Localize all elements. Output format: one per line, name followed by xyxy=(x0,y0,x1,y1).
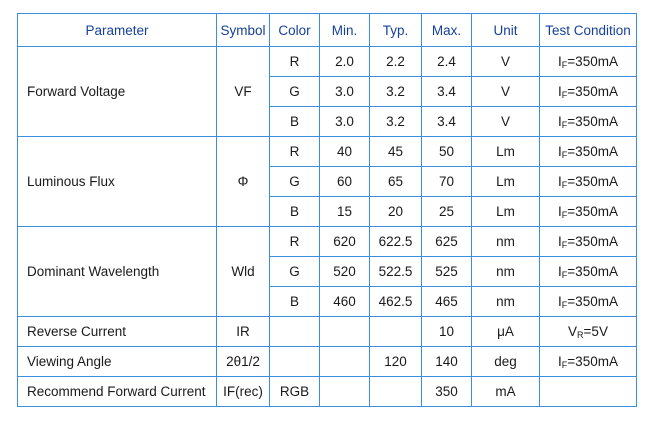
condition-cell: $I_F=350mA$ xyxy=(540,227,637,257)
param-cell: Forward Voltage xyxy=(18,47,217,137)
header-row xyxy=(18,14,637,47)
symbol-cell: VF xyxy=(217,47,270,137)
max-cell: 25 xyxy=(422,197,472,227)
condition-cell: $I_F=350mA$ xyxy=(540,137,637,167)
typ-cell: 120 xyxy=(370,347,422,377)
color-cell: B xyxy=(270,197,320,227)
max-cell: 3.4 xyxy=(422,77,472,107)
header-symbol: Symbol xyxy=(217,14,270,47)
min-cell: 40 xyxy=(320,137,370,167)
min-cell: 3.0 xyxy=(320,77,370,107)
typ-cell: 2.2 xyxy=(370,47,422,77)
typ-cell xyxy=(370,377,422,407)
param-cell: Recommend Forward Current xyxy=(18,377,217,407)
typ-cell: 20 xyxy=(370,197,422,227)
typ-cell: 462.5 xyxy=(370,287,422,317)
typ-cell: 65 xyxy=(370,167,422,197)
unit-cell: μA xyxy=(472,317,540,347)
max-cell: 625 xyxy=(422,227,472,257)
condition-cell xyxy=(540,377,637,407)
table-row xyxy=(18,317,637,347)
unit-cell: V xyxy=(472,107,540,137)
heading-fragment xyxy=(0,0,659,14)
unit-cell: V xyxy=(472,47,540,77)
header-test-condition: Test Condition xyxy=(540,14,637,47)
min-cell: 2.0 xyxy=(320,47,370,77)
color-cell: R xyxy=(270,47,320,77)
color-cell: RGB xyxy=(270,377,320,407)
header-parameter: Parameter xyxy=(18,14,217,47)
typ-cell: 522.5 xyxy=(370,257,422,287)
condition-cell: $I_F=350mA$ xyxy=(540,47,637,77)
unit-cell: mA xyxy=(472,377,540,407)
header-min: Min. xyxy=(320,14,370,47)
table-row xyxy=(18,137,637,167)
typ-cell: 622.5 xyxy=(370,227,422,257)
table-row xyxy=(18,377,637,407)
table-row xyxy=(18,227,637,257)
symbol-cell: IR xyxy=(217,317,270,347)
unit-cell: Lm xyxy=(472,167,540,197)
unit-cell: deg xyxy=(472,347,540,377)
min-cell: 15 xyxy=(320,197,370,227)
condition-cell: $I_F=350mA$ xyxy=(540,257,637,287)
symbol-cell: Wld xyxy=(217,227,270,317)
max-cell: 525 xyxy=(422,257,472,287)
param-cell: Dominant Wavelength xyxy=(18,227,217,317)
color-cell: G xyxy=(270,257,320,287)
symbol-cell: Φ xyxy=(217,137,270,227)
header-typ: Typ. xyxy=(370,14,422,47)
param-cell: Luminous Flux xyxy=(18,137,217,227)
max-cell: 3.4 xyxy=(422,107,472,137)
symbol-cell: IF(rec) xyxy=(217,377,270,407)
color-cell: B xyxy=(270,287,320,317)
header-max: Max. xyxy=(422,14,472,47)
unit-cell: nm xyxy=(472,257,540,287)
param-cell: Reverse Current xyxy=(18,317,217,347)
unit-cell: Lm xyxy=(472,197,540,227)
color-cell: R xyxy=(270,227,320,257)
max-cell: 50 xyxy=(422,137,472,167)
table-row xyxy=(18,47,637,77)
min-cell: 60 xyxy=(320,167,370,197)
min-cell: 620 xyxy=(320,227,370,257)
color-cell xyxy=(270,317,320,347)
symbol-cell: 2θ1/2 xyxy=(217,347,270,377)
condition-cell: $I_F=350mA$ xyxy=(540,77,637,107)
condition-cell: $I_F=350mA$ xyxy=(540,197,637,227)
unit-cell: Lm xyxy=(472,137,540,167)
condition-cell: $V_R=5V$ xyxy=(540,317,637,347)
color-cell: R xyxy=(270,137,320,167)
max-cell: 465 xyxy=(422,287,472,317)
typ-cell: 45 xyxy=(370,137,422,167)
color-cell xyxy=(270,347,320,377)
max-cell: 70 xyxy=(422,167,472,197)
condition-cell: $I_F=350mA$ xyxy=(540,287,637,317)
max-cell: 2.4 xyxy=(422,47,472,77)
color-cell: G xyxy=(270,77,320,107)
min-cell: 460 xyxy=(320,287,370,317)
param-cell: Viewing Angle xyxy=(18,347,217,377)
condition-cell: $I_F=350mA$ xyxy=(540,107,637,137)
color-cell: B xyxy=(270,107,320,137)
min-cell xyxy=(320,377,370,407)
typ-cell: 3.2 xyxy=(370,107,422,137)
max-cell: 140 xyxy=(422,347,472,377)
unit-cell: nm xyxy=(472,287,540,317)
header-color: Color xyxy=(270,14,320,47)
min-cell xyxy=(320,347,370,377)
min-cell: 3.0 xyxy=(320,107,370,137)
typ-cell xyxy=(370,317,422,347)
table-row xyxy=(18,347,637,377)
header-unit: Unit xyxy=(472,14,540,47)
max-cell: 350 xyxy=(422,377,472,407)
typ-cell: 3.2 xyxy=(370,77,422,107)
unit-cell: nm xyxy=(472,227,540,257)
condition-cell: $I_F=350mA$ xyxy=(540,167,637,197)
color-cell: G xyxy=(270,167,320,197)
unit-cell: V xyxy=(472,77,540,107)
condition-cell: $I_F=350mA$ xyxy=(540,347,637,377)
min-cell xyxy=(320,317,370,347)
min-cell: 520 xyxy=(320,257,370,287)
max-cell: 10 xyxy=(422,317,472,347)
spec-table xyxy=(17,13,637,407)
